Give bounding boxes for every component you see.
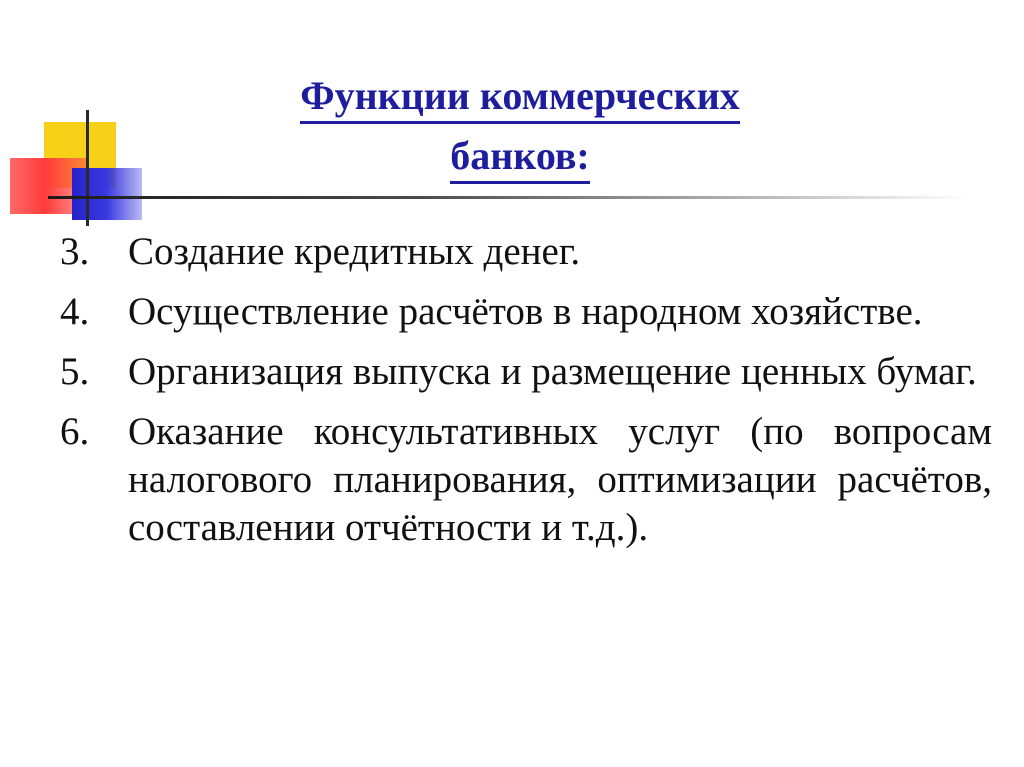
- list-item: [60, 348, 992, 396]
- list-item-text: Оказание консультативных услуг (по вопросам налогового планирования, оптимизации расчётов, составлении отчётности и т.д.).: [128, 410, 992, 549]
- function-list: [60, 228, 992, 564]
- slide-title-line2: банков:: [450, 131, 590, 184]
- list-item: [60, 408, 992, 552]
- list-item-number: 3.: [60, 230, 90, 273]
- list-item: [60, 228, 992, 276]
- slide-title-line1: Функции коммерческих: [300, 71, 740, 124]
- list-item-number: 5.: [60, 350, 90, 393]
- list-item-number: 4.: [60, 290, 90, 333]
- title-divider-line: [48, 196, 968, 199]
- list-item: [60, 288, 992, 336]
- list-item-text: Создание кредитных денег.: [128, 230, 581, 273]
- decor-vertical-line: [86, 110, 89, 226]
- list-item-text: Осуществление расчётов в народном хозяйстве.: [128, 290, 923, 333]
- slide-title: [200, 66, 840, 186]
- list-item-number: 6.: [60, 410, 90, 453]
- decor-blue-square: [72, 168, 142, 220]
- list-item-text: Организация выпуска и размещение ценных бумаг.: [128, 350, 977, 393]
